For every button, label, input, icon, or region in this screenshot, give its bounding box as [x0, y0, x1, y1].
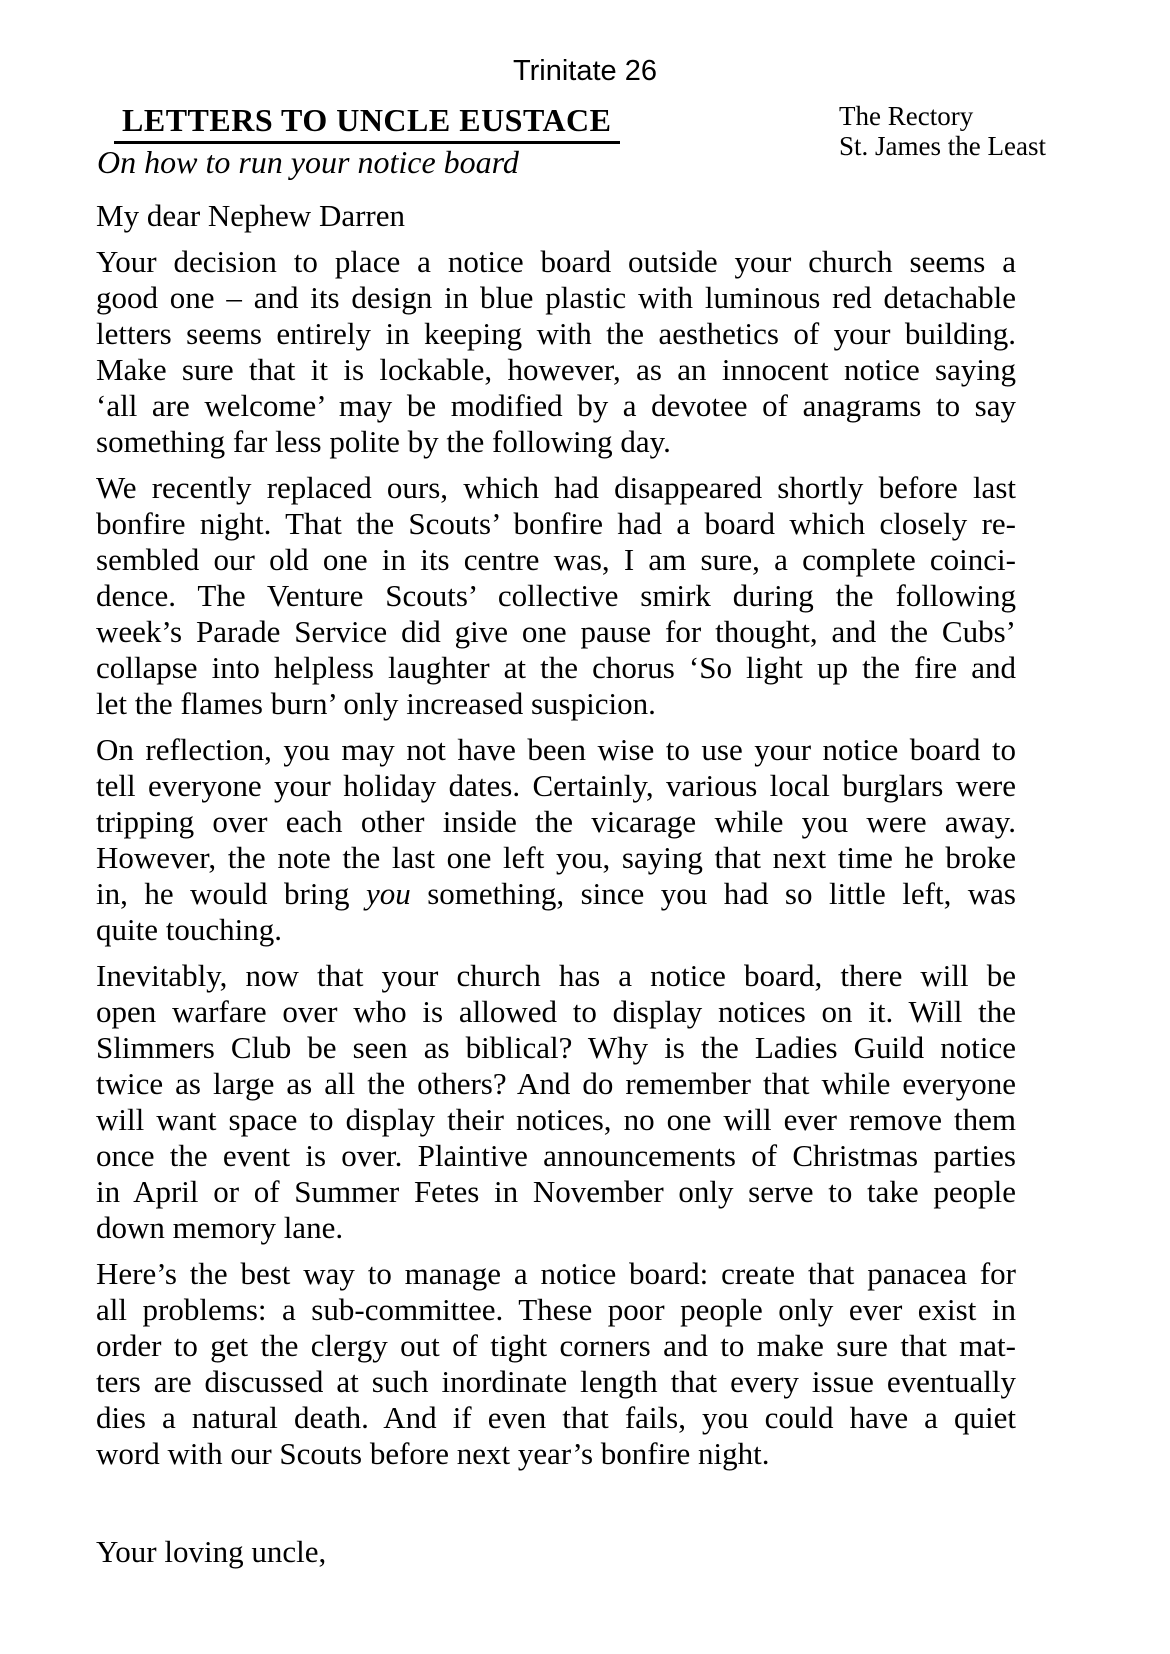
paragraph-line: However, the note the last one left you, saying that next time he broke — [96, 840, 1016, 875]
paragraph-line: let the flames burn’ only increased suspicion. — [96, 686, 656, 721]
paragraph-line: sembled our old one in its centre was, I am sure, a complete coinci- — [96, 542, 1016, 577]
closing: Your loving uncle, — [96, 1534, 327, 1569]
paragraph-line: word with our Scouts before next year’s bonfire night. — [96, 1436, 770, 1471]
paragraph-line: Slimmers Club be seen as biblical? Why is the Ladies Guild notice — [96, 1030, 1016, 1065]
paragraph-line: On reflection, you may not have been wise to use your notice board to — [96, 732, 1016, 767]
paragraph — [96, 470, 1016, 722]
paragraph-line: will want space to display their notices, no one will ever remove them — [96, 1102, 1016, 1137]
paragraph-line: ‘all are welcome’ may be modified by a devotee of anagrams to say — [96, 388, 1016, 423]
paragraph-line: collapse into helpless laughter at the chorus ‘So light up the fire and — [96, 650, 1016, 685]
paragraph-line: once the event is over. Plaintive announcements of Christmas parties — [96, 1138, 1016, 1173]
paragraph-line: in, he would bring you something, since you had so little left, was — [96, 876, 1017, 911]
page-header-label: Trinitate 26 — [513, 55, 657, 87]
sender-address — [839, 101, 1046, 161]
paragraph-line: We recently replaced ours, which had disappeared shortly before last — [96, 470, 1016, 505]
paragraph-line: week’s Parade Service did give one pause for thought, and the Cubs’ — [96, 614, 1016, 649]
paragraph-line: Your decision to place a notice board outside your church seems a — [96, 244, 1016, 279]
paragraph-line: all problems: a sub-committee. These poor people only ever exist in — [96, 1292, 1016, 1327]
paragraph-line: twice as large as all the others? And do remember that while everyone — [96, 1066, 1016, 1101]
paragraphs-container — [96, 244, 1016, 1472]
paragraph-line: dence. The Venture Scouts’ collective smirk during the following — [96, 578, 1016, 613]
letter-title: LETTERS TO UNCLE EUSTACE — [114, 104, 620, 144]
paragraph-line: good one – and its design in blue plastic with luminous red detachable — [96, 280, 1016, 315]
paragraph — [96, 244, 1016, 460]
paragraph-line: in April or of Summer Fetes in November only serve to take people — [96, 1174, 1016, 1209]
letter-subtitle: On how to run your notice board — [97, 144, 519, 180]
paragraph-line: open warfare over who is allowed to display notices on it. Will the — [96, 994, 1016, 1029]
paragraph-line: quite touching. — [96, 912, 282, 947]
paragraph-line: tell everyone your holiday dates. Certainly, various local burglars were — [96, 768, 1016, 803]
paragraph-line: down memory lane. — [96, 1210, 344, 1245]
paragraph — [96, 732, 1016, 948]
paragraph-line: Here’s the best way to manage a notice board: create that panacea for — [96, 1256, 1016, 1291]
paragraph-line: letters seems entirely in keeping with the aesthetics of your building. — [96, 316, 1016, 351]
paragraph-line: bonfire night. That the Scouts’ bonfire had a board which closely re- — [96, 506, 1016, 541]
paragraph — [96, 1256, 1016, 1472]
paragraph-line: tripping over each other inside the vicarage while you were away. — [96, 804, 1016, 839]
paragraph-line: ters are discussed at such inordinate length that every issue eventually — [96, 1364, 1016, 1399]
paragraph-line: dies a natural death. And if even that fails, you could have a quiet — [96, 1400, 1016, 1435]
address-line-2: St. James the Least — [839, 131, 1046, 161]
paragraph — [96, 958, 1016, 1246]
paragraph-line: Inevitably, now that your church has a notice board, there will be — [96, 958, 1016, 993]
paragraph-line: order to get the clergy out of tight corners and to make sure that mat- — [96, 1328, 1016, 1363]
salutation: My dear Nephew Darren — [96, 198, 406, 233]
address-line-1: The Rectory — [839, 101, 974, 131]
letter-body — [96, 198, 1016, 1570]
paragraph-line: something far less polite by the following day. — [96, 424, 671, 459]
paragraph-line: Make sure that it is lockable, however, as an innocent notice saying — [96, 352, 1016, 387]
emphasized-word: you — [365, 876, 411, 911]
